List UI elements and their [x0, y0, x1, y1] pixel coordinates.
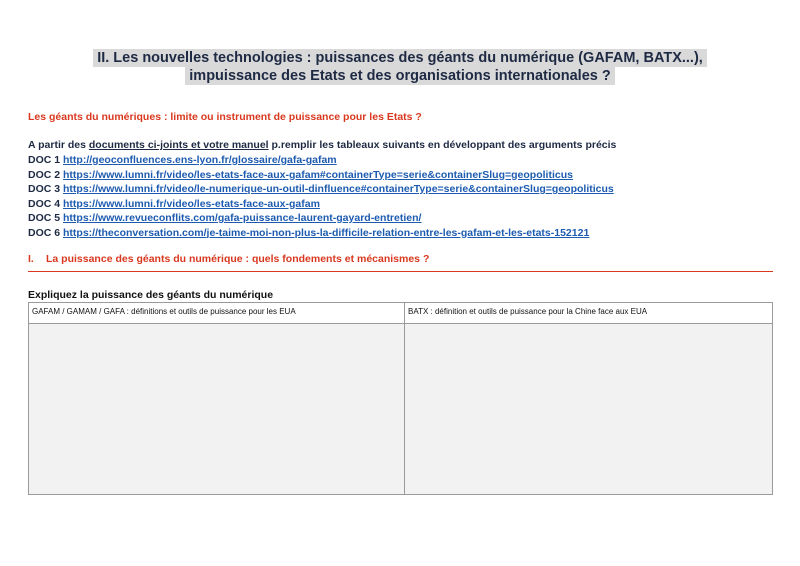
- doc-label: DOC 3: [28, 183, 61, 195]
- doc-label: DOC 4: [28, 197, 61, 210]
- doc-link[interactable]: https://www.lumni.fr/video/le-numerique-un-outil-dinfluence#containerType=serie&containerSlug=geopoliticus: [63, 183, 614, 195]
- doc-link[interactable]: https://www.lumni.fr/video/les-etats-face-aux-gafam: [63, 197, 320, 210]
- col2-answer-cell[interactable]: [405, 324, 773, 495]
- section-heading: [28, 253, 429, 265]
- col1-answer-cell[interactable]: [29, 324, 405, 495]
- doc-row-3: [28, 182, 614, 197]
- table-answer-row: [29, 324, 773, 495]
- answer-table: [28, 302, 773, 495]
- doc-row-4: [28, 197, 614, 212]
- col1-header: GAFAM / GAMAM / GAFA : définitions et outils de puissance pour les EUA: [29, 303, 405, 324]
- section-text: La puissance des géants du numérique : quels fondements et mécanismes ?: [46, 253, 430, 265]
- doc-label: DOC 2: [28, 168, 61, 181]
- doc-link[interactable]: https://www.revueconflits.com/gafa-puissance-laurent-gayard-entretien/: [63, 212, 422, 224]
- doc-label: DOC 1: [28, 154, 61, 166]
- doc-link[interactable]: https://www.lumni.fr/video/les-etats-face-aux-gafam#containerType=serie&containerSlug=geopoliticus: [63, 168, 573, 181]
- doc-label: DOC 6: [28, 226, 61, 239]
- doc-label: DOC 5: [28, 212, 61, 224]
- document-list: [28, 153, 614, 240]
- col2-header: BATX : définition et outils de puissance pour la Chine face aux EUA: [405, 303, 773, 324]
- section-number: I.: [28, 253, 34, 265]
- doc-row-5: [28, 211, 614, 226]
- section-divider: [28, 271, 773, 272]
- instruction-prefix: A partir des: [28, 139, 89, 151]
- instruction: [28, 139, 616, 151]
- instruction-suffix: p.remplir les tableaux suivants en développant des arguments précis: [268, 139, 617, 151]
- doc-row-1: [28, 153, 614, 168]
- doc-link[interactable]: https://theconversation.com/je-taime-moi-non-plus-la-difficile-relation-entre-les-gafam-et-les-etats-152121: [63, 226, 590, 239]
- title-line-1-wrap: [0, 49, 800, 67]
- title-line-2-wrap: [0, 67, 800, 85]
- page-title-line-2: impuissance des Etats et des organisations internationales ?: [185, 67, 614, 85]
- doc-row-6: [28, 226, 614, 241]
- table-title: Expliquez la puissance des géants du numérique: [28, 289, 274, 301]
- page-title-line-1: II. Les nouvelles technologies : puissances des géants du numérique (GAFAM, BATX...),: [93, 49, 707, 67]
- doc-row-2: [28, 168, 614, 183]
- table-header-row: [29, 303, 773, 324]
- subtitle: Les géants du numériques : limite ou instrument de puissance pour les Etats ?: [28, 111, 422, 123]
- doc-link[interactable]: http://geoconfluences.ens-lyon.fr/glossaire/gafa-gafam: [63, 154, 337, 166]
- instruction-underlined: documents ci-joints et votre manuel: [88, 139, 269, 151]
